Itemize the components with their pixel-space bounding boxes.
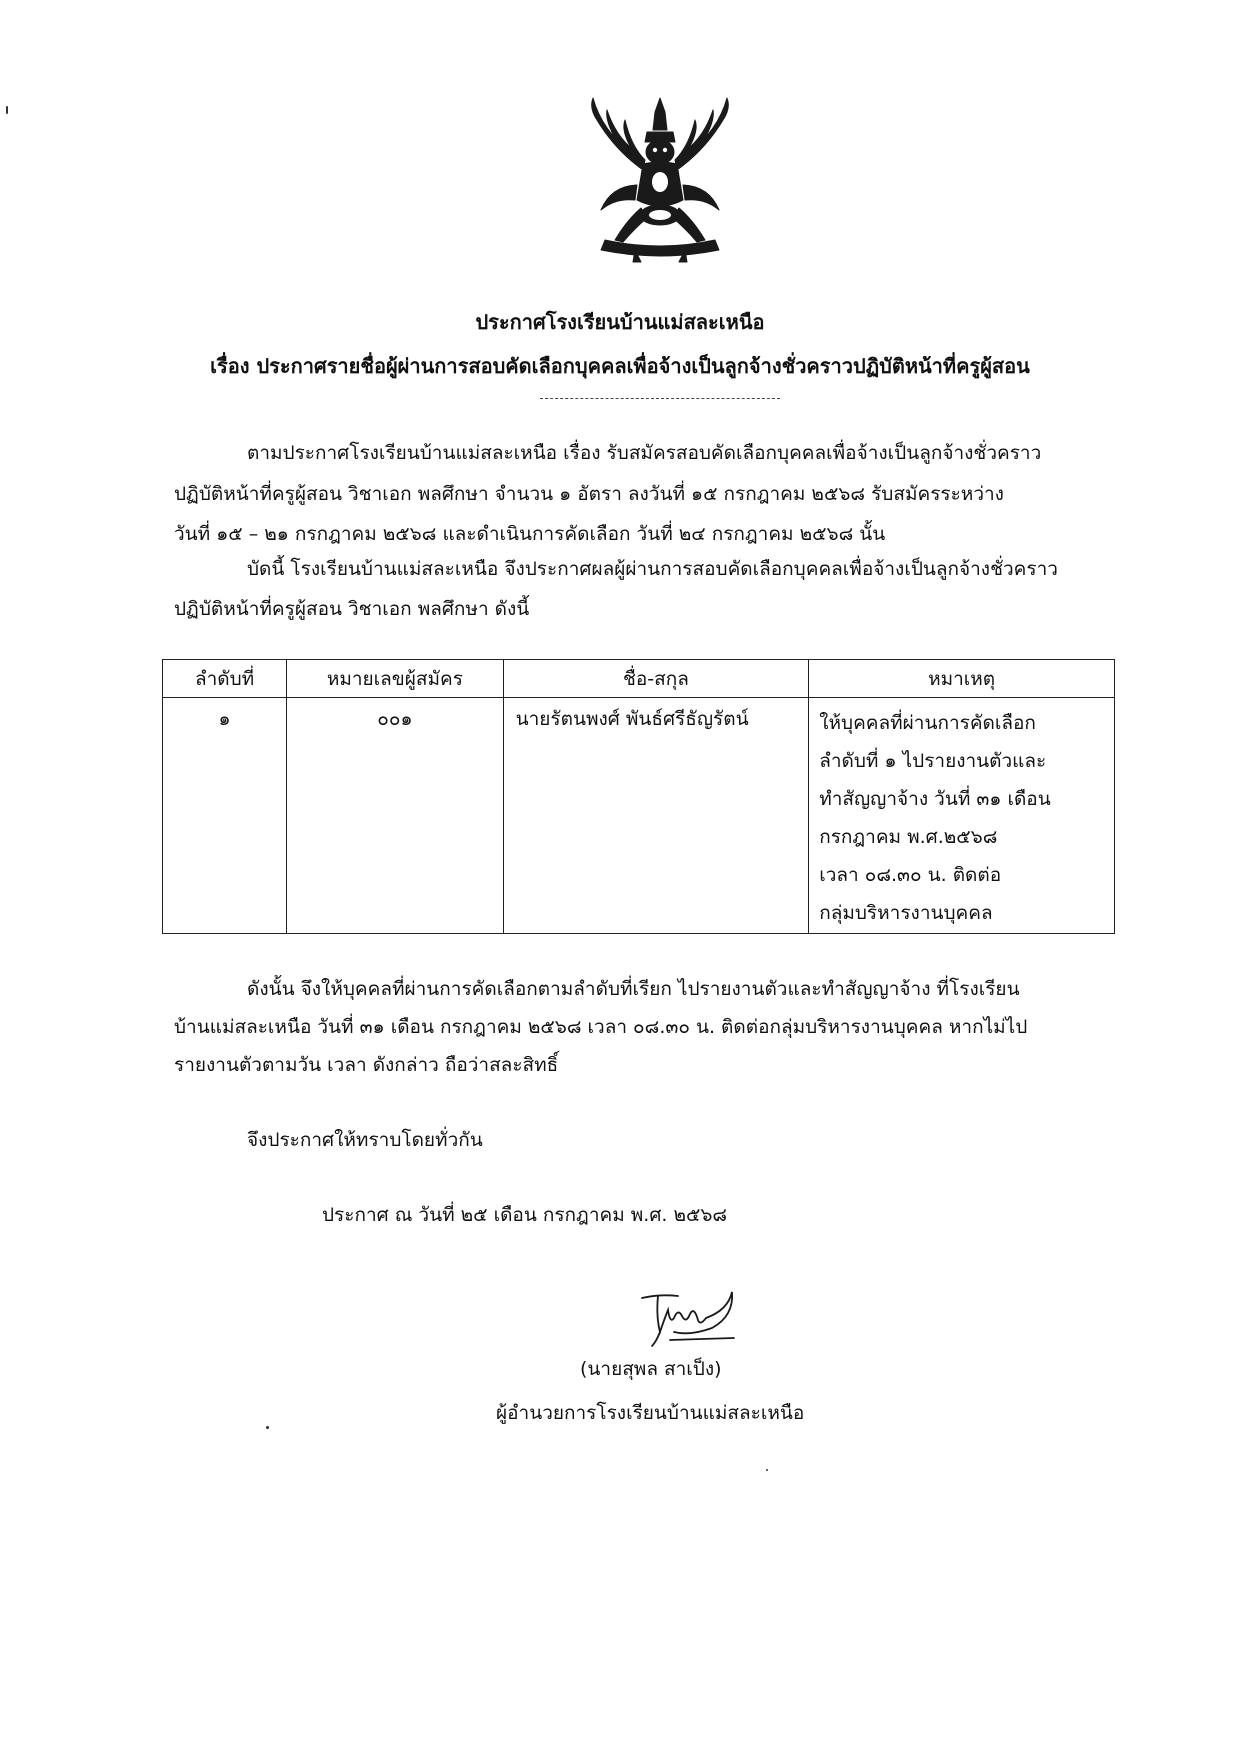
divider bbox=[540, 398, 780, 399]
paragraph-1-line-1: ตามประกาศโรงเรียนบ้านแม่สละเหนือ เรื่อง รับสมัครสอบคัดเลือกบุคคลเพื่อจ้างเป็นลูกจ้างชั่วคราว bbox=[247, 442, 1042, 464]
header-remark: หมาเหตุ bbox=[809, 660, 1115, 698]
header-order: ลำดับที่ bbox=[163, 660, 287, 698]
cell-applicant-no: ๐๐๑ bbox=[287, 698, 503, 934]
announcement-title: ประกาศโรงเรียนบ้านแม่สละเหนือ bbox=[475, 310, 765, 334]
paragraph-2-line-2: ปฏิบัติหน้าที่ครูผู้สอน วิชาเอก พลศึกษา ดังนี้ bbox=[174, 598, 530, 620]
header-applicant-no: หมายเลขผู้สมัคร bbox=[287, 660, 503, 698]
cell-remark bbox=[809, 698, 1115, 934]
cell-name: นายรัตนพงศ์ พันธ์ศรีธัญรัตน์ bbox=[503, 698, 809, 934]
paragraph-2-line-1: บัดนี้ โรงเรียนบ้านแม่สละเหนือ จึงประกาศผลผู้ผ่านการสอบคัดเลือกบุคคลเพื่อจ้างเป็นลูกจ้างชั่วคราว bbox=[247, 558, 1058, 580]
paragraph-1-line-2: ปฏิบัติหน้าที่ครูผู้สอน วิชาเอก พลศึกษา จำนวน ๑ อัตรา ลงวันที่ ๑๕ กรกฎาคม ๒๕๖๘ รับสมัครระหว่าง bbox=[174, 483, 1004, 505]
announcement-date: ประกาศ ณ วันที่ ๒๕ เดือน กรกฎาคม พ.ศ. ๒๕๖๘ bbox=[322, 1204, 728, 1226]
scan-speck bbox=[766, 1469, 768, 1471]
remark-line: กลุ่มบริหารงานบุคคล bbox=[819, 902, 993, 924]
announcement-subject: เรื่อง ประกาศรายชื่อผู้ผ่านการสอบคัดเลือกบุคคลเพื่อจ้างเป็นลูกจ้างชั่วคราวปฏิบัติหน้าที่ครูผู้สอน bbox=[210, 354, 1030, 378]
table-header-row bbox=[163, 660, 1115, 698]
paragraph-1-line-3: วันที่ ๑๕ – ๒๑ กรกฎาคม ๒๕๖๘ และดำเนินการคัดเลือก วันที่ ๒๔ กรกฎาคม ๒๕๖๘ นั้น bbox=[174, 523, 886, 545]
paragraph-3-line-2: บ้านแม่สละเหนือ วันที่ ๓๑ เดือน กรกฎาคม ๒๕๖๘ เวลา ๐๘.๓๐ น. ติดต่อกลุ่มบริหารงานบุคคล หากไม่ไป bbox=[174, 1016, 1028, 1038]
scan-speck bbox=[6, 106, 8, 114]
signer-name: (นายสุพล สาเป็ง) bbox=[580, 1358, 722, 1380]
remark-line: ทำสัญญาจ้าง วันที่ ๓๑ เดือน bbox=[819, 788, 1051, 810]
remark-line: ลำดับที่ ๑ ไปรายงานตัวและ bbox=[819, 750, 1047, 772]
paragraph-3-line-3: รายงานตัวตามวัน เวลา ดังกล่าว ถือว่าสละสิทธิ์ bbox=[174, 1054, 559, 1076]
cell-order: ๑ bbox=[163, 698, 287, 934]
scan-speck bbox=[266, 1426, 269, 1429]
remark-line: ให้บุคคลที่ผ่านการคัดเลือก bbox=[819, 712, 1036, 734]
garuda-emblem-icon bbox=[575, 90, 745, 265]
table-row bbox=[163, 698, 1115, 934]
header-name: ชื่อ-สกุล bbox=[503, 660, 809, 698]
handwritten-signature-icon bbox=[630, 1280, 750, 1355]
signer-position: ผู้อำนวยการโรงเรียนบ้านแม่สละเหนือ bbox=[496, 1402, 805, 1424]
remark-line: เวลา ๐๘.๓๐ น. ติดต่อ bbox=[819, 864, 1002, 886]
closing-statement: จึงประกาศให้ทราบโดยทั่วกัน bbox=[247, 1129, 483, 1151]
results-table bbox=[162, 659, 1115, 934]
remark-line: กรกฎาคม พ.ศ.๒๕๖๘ bbox=[819, 826, 998, 848]
paragraph-3-line-1: ดังนั้น จึงให้บุคคลที่ผ่านการคัดเลือกตามลำดับที่เรียก ไปรายงานตัวและทำสัญญาจ้าง ที่โรงเรียน bbox=[247, 978, 1020, 1000]
